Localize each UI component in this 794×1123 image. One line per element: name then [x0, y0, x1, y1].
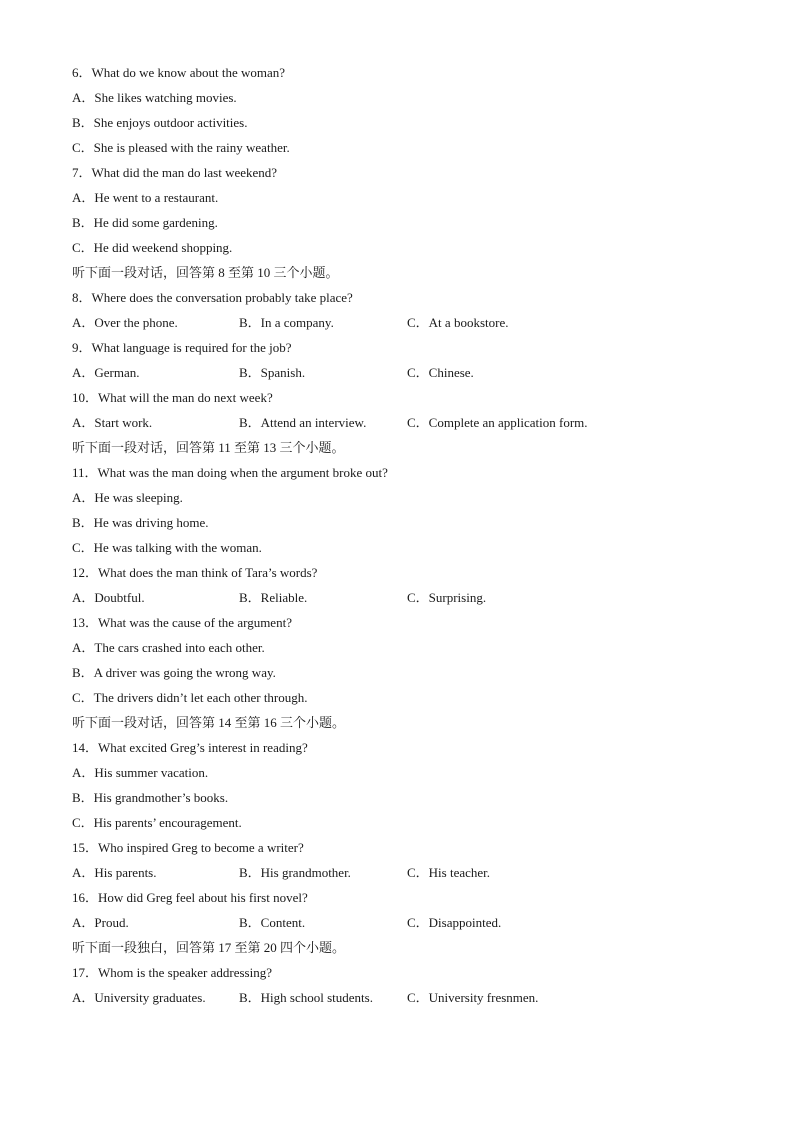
options-row — [72, 588, 752, 613]
option-a: A．Proud. — [72, 915, 129, 930]
option-line — [72, 513, 752, 538]
question-text: 10．What will the man do next week? — [72, 390, 273, 405]
option-text: C．He did weekend shopping. — [72, 240, 233, 255]
option-a: A．Over the phone. — [72, 315, 178, 330]
option-line — [72, 238, 752, 263]
question-text: 15．Who inspired Greg to become a writer? — [72, 840, 304, 855]
option-text: A．His summer vacation. — [72, 765, 209, 780]
option-text: A．The cars crashed into each other. — [72, 640, 265, 655]
section-instruction: 听下面一段对话，回答第 11 至第 13 三个小题。 — [72, 440, 345, 455]
option-text: C．She is pleased with the rainy weather. — [72, 140, 290, 155]
option-line — [72, 88, 752, 113]
listening-section — [72, 63, 752, 1013]
options-row — [72, 988, 752, 1013]
section-instruction: 听下面一段对话，回答第 14 至第 16 三个小题。 — [72, 715, 346, 730]
question-text: 11．What was the man doing when the argument broke out? — [72, 465, 388, 480]
option-line — [72, 488, 752, 513]
options-row — [72, 913, 752, 938]
option-line — [72, 188, 752, 213]
question-text: 9．What language is required for the job? — [72, 340, 292, 355]
option-text: A．He was sleeping. — [72, 490, 183, 505]
option-text: C．His parents’ encouragement. — [72, 815, 242, 830]
section-line — [72, 938, 752, 963]
option-a: A．Doubtful. — [72, 590, 145, 605]
option-line — [72, 213, 752, 238]
question-line — [72, 163, 752, 188]
option-c: C．Chinese. — [407, 365, 474, 380]
question-line — [72, 338, 752, 363]
section-line — [72, 438, 752, 463]
section-instruction: 听下面一段独白，回答第 17 至第 20 四个小题。 — [72, 940, 346, 955]
option-c: C．At a bookstore. — [407, 315, 509, 330]
option-text: C．He was talking with the woman. — [72, 540, 262, 555]
question-line — [72, 388, 752, 413]
option-text: B．His grandmother’s books. — [72, 790, 229, 805]
options-row — [72, 413, 752, 438]
question-line — [72, 288, 752, 313]
option-a: A．University graduates. — [72, 990, 206, 1005]
options-row — [72, 863, 752, 888]
option-line — [72, 688, 752, 713]
option-b: B．His grandmother. — [239, 865, 351, 880]
question-line — [72, 63, 752, 88]
option-line — [72, 638, 752, 663]
option-text: A．She likes watching movies. — [72, 90, 237, 105]
option-line — [72, 138, 752, 163]
question-line — [72, 613, 752, 638]
question-line — [72, 838, 752, 863]
option-text: C．The drivers didn’t let each other through. — [72, 690, 308, 705]
option-a: A．German. — [72, 365, 140, 380]
question-text: 8．Where does the conversation probably take place? — [72, 290, 353, 305]
option-c: C．Disappointed. — [407, 915, 502, 930]
option-text: B．He was driving home. — [72, 515, 209, 530]
option-line — [72, 663, 752, 688]
question-line — [72, 963, 752, 988]
question-text: 16．How did Greg feel about his first novel? — [72, 890, 308, 905]
option-b: B．Reliable. — [239, 590, 308, 605]
options-row — [72, 313, 752, 338]
option-b: B．Content. — [239, 915, 306, 930]
question-line — [72, 738, 752, 763]
option-c: C．University fresnmen. — [407, 990, 539, 1005]
option-c: C．Surprising. — [407, 590, 487, 605]
option-b: B．In a company. — [239, 315, 334, 330]
option-line — [72, 113, 752, 138]
option-b: B．Spanish. — [239, 365, 306, 380]
option-line — [72, 813, 752, 838]
option-b: B．High school students. — [239, 990, 373, 1005]
option-text: A．He went to a restaurant. — [72, 190, 219, 205]
option-line — [72, 763, 752, 788]
question-text: 17．Whom is the speaker addressing? — [72, 965, 273, 980]
section-instruction: 听下面一段对话，回答第 8 至第 10 三个小题。 — [72, 265, 339, 280]
option-c: C．His teacher. — [407, 865, 491, 880]
option-text: B．A driver was going the wrong way. — [72, 665, 276, 680]
question-line — [72, 463, 752, 488]
option-text: B．She enjoys outdoor activities. — [72, 115, 248, 130]
question-text: 13．What was the cause of the argument? — [72, 615, 292, 630]
question-text: 7．What did the man do last weekend? — [72, 165, 278, 180]
option-text: B．He did some gardening. — [72, 215, 218, 230]
question-text: 6．What do we know about the woman? — [72, 65, 286, 80]
option-line — [72, 538, 752, 563]
options-row — [72, 363, 752, 388]
option-line — [72, 788, 752, 813]
option-c: C．Complete an application form. — [407, 415, 588, 430]
question-text: 14．What excited Greg’s interest in reading? — [72, 740, 308, 755]
question-text: 12．What does the man think of Tara’s words? — [72, 565, 318, 580]
option-a: A．His parents. — [72, 865, 157, 880]
question-line — [72, 888, 752, 913]
section-line — [72, 713, 752, 738]
question-line — [72, 563, 752, 588]
section-line — [72, 263, 752, 288]
option-a: A．Start work. — [72, 415, 153, 430]
option-b: B．Attend an interview. — [239, 415, 367, 430]
